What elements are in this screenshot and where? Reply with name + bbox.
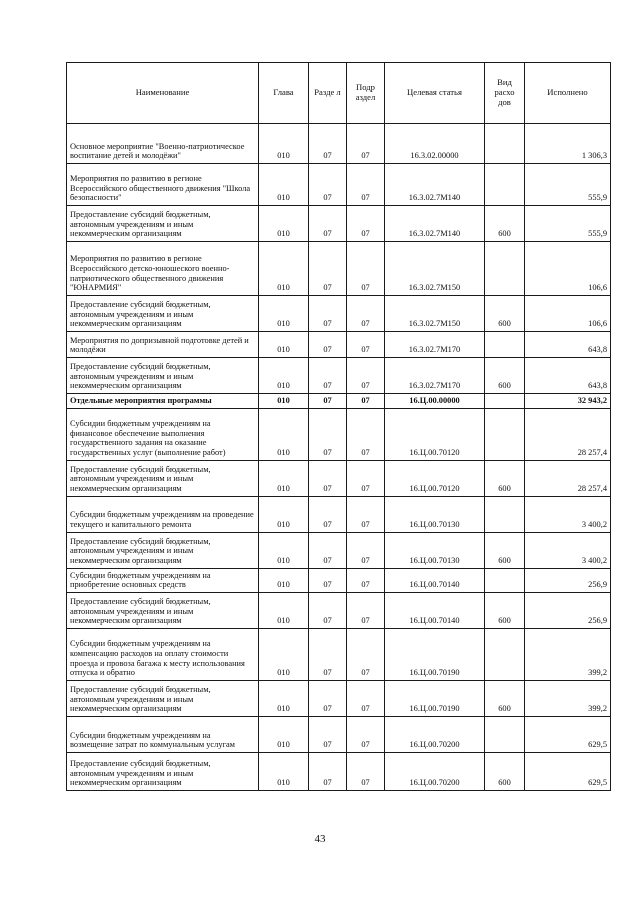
cell-amount: 3 400,2 bbox=[525, 496, 611, 532]
cell-statya: 16.Ц.00.70140 bbox=[385, 592, 485, 628]
cell-podrazdel: 07 bbox=[347, 296, 385, 332]
cell-podrazdel: 07 bbox=[347, 716, 385, 752]
cell-statya: 16.3.02.7М170 bbox=[385, 332, 485, 358]
cell-vid: 600 bbox=[485, 296, 525, 332]
cell-amount: 106,6 bbox=[525, 296, 611, 332]
cell-vid: 600 bbox=[485, 460, 525, 496]
cell-name: Предоставление субсидий бюджетным, автономным учреждениям и иным некоммерческим организациям bbox=[67, 680, 259, 716]
table-row bbox=[67, 206, 611, 242]
cell-statya: 16.Ц.00.70120 bbox=[385, 460, 485, 496]
cell-razdel: 07 bbox=[309, 164, 347, 206]
cell-razdel: 07 bbox=[309, 124, 347, 164]
cell-amount: 555,9 bbox=[525, 206, 611, 242]
header-name: Наименование bbox=[67, 63, 259, 124]
cell-glava: 010 bbox=[259, 332, 309, 358]
cell-name: Мероприятия по развитию в регионе Всероссийского детско-юношеского военно-патриотического общественного движения "ЮНАРМИЯ" bbox=[67, 242, 259, 296]
header-amount: Исполнено bbox=[525, 63, 611, 124]
table-row bbox=[67, 628, 611, 680]
cell-glava: 010 bbox=[259, 496, 309, 532]
cell-podrazdel: 07 bbox=[347, 680, 385, 716]
cell-glava: 010 bbox=[259, 592, 309, 628]
cell-name: Мероприятия по допризывной подготовке детей и молодёжи bbox=[67, 332, 259, 358]
cell-statya: 16.3.02.7М150 bbox=[385, 242, 485, 296]
cell-razdel: 07 bbox=[309, 532, 347, 568]
cell-statya: 16.Ц.00.70200 bbox=[385, 716, 485, 752]
cell-razdel: 07 bbox=[309, 296, 347, 332]
cell-amount: 106,6 bbox=[525, 242, 611, 296]
cell-statya: 16.Ц.00.70190 bbox=[385, 680, 485, 716]
cell-name: Мероприятия по развитию в регионе Всероссийского общественного движения "Школа безопасности" bbox=[67, 164, 259, 206]
cell-statya: 16.3.02.7М170 bbox=[385, 358, 485, 394]
cell-podrazdel: 07 bbox=[347, 394, 385, 409]
cell-vid bbox=[485, 242, 525, 296]
cell-vid: 600 bbox=[485, 206, 525, 242]
cell-statya: 16.3.02.7М140 bbox=[385, 206, 485, 242]
cell-glava: 010 bbox=[259, 460, 309, 496]
cell-name: Субсидии бюджетным учреждениям на возмещение затрат по коммунальным услугам bbox=[67, 716, 259, 752]
cell-podrazdel: 07 bbox=[347, 532, 385, 568]
cell-name: Субсидии бюджетным учреждениям на приобретение основных средств bbox=[67, 568, 259, 592]
cell-name: Субсидии бюджетным учреждениям на финансовое обеспечение выполнения государственного задания на оказание государственных услуг (выполнение работ) bbox=[67, 408, 259, 460]
cell-razdel: 07 bbox=[309, 628, 347, 680]
cell-name: Основное мероприятие "Военно-патриотическое воспитание детей и молодёжи" bbox=[67, 124, 259, 164]
cell-name: Предоставление субсидий бюджетным, автономным учреждениям и иным некоммерческим организациям bbox=[67, 460, 259, 496]
cell-amount: 256,9 bbox=[525, 568, 611, 592]
cell-vid bbox=[485, 568, 525, 592]
table-row bbox=[67, 716, 611, 752]
table-row bbox=[67, 460, 611, 496]
cell-razdel: 07 bbox=[309, 460, 347, 496]
cell-amount: 1 306,3 bbox=[525, 124, 611, 164]
cell-statya: 16.Ц.00.70130 bbox=[385, 496, 485, 532]
table-row bbox=[67, 532, 611, 568]
cell-amount: 32 943,2 bbox=[525, 394, 611, 409]
table-row bbox=[67, 332, 611, 358]
cell-podrazdel: 07 bbox=[347, 628, 385, 680]
cell-razdel: 07 bbox=[309, 332, 347, 358]
cell-glava: 010 bbox=[259, 568, 309, 592]
cell-vid: 600 bbox=[485, 680, 525, 716]
table-row bbox=[67, 752, 611, 790]
cell-glava: 010 bbox=[259, 296, 309, 332]
table-row bbox=[67, 242, 611, 296]
cell-vid: 600 bbox=[485, 532, 525, 568]
cell-vid: 600 bbox=[485, 592, 525, 628]
cell-glava: 010 bbox=[259, 628, 309, 680]
cell-podrazdel: 07 bbox=[347, 568, 385, 592]
cell-podrazdel: 07 bbox=[347, 164, 385, 206]
cell-name: Предоставление субсидий бюджетным, автономным учреждениям и иным некоммерческим организациям bbox=[67, 752, 259, 790]
table-row bbox=[67, 358, 611, 394]
cell-vid bbox=[485, 716, 525, 752]
cell-statya: 16.3.02.7М150 bbox=[385, 296, 485, 332]
cell-statya: 16.Ц.00.70190 bbox=[385, 628, 485, 680]
cell-name: Предоставление субсидий бюджетным, автономным учреждениям и иным некоммерческим организациям bbox=[67, 592, 259, 628]
cell-podrazdel: 07 bbox=[347, 206, 385, 242]
cell-vid bbox=[485, 394, 525, 409]
cell-razdel: 07 bbox=[309, 716, 347, 752]
cell-statya: 16.3.02.00000 bbox=[385, 124, 485, 164]
cell-amount: 629,5 bbox=[525, 752, 611, 790]
table-row bbox=[67, 394, 611, 409]
cell-razdel: 07 bbox=[309, 394, 347, 409]
cell-glava: 010 bbox=[259, 164, 309, 206]
cell-razdel: 07 bbox=[309, 358, 347, 394]
cell-name: Предоставление субсидий бюджетным, автономным учреждениям и иным некоммерческим организациям bbox=[67, 296, 259, 332]
cell-amount: 643,8 bbox=[525, 332, 611, 358]
cell-vid: 600 bbox=[485, 752, 525, 790]
cell-statya: 16.3.02.7М140 bbox=[385, 164, 485, 206]
cell-glava: 010 bbox=[259, 680, 309, 716]
cell-razdel: 07 bbox=[309, 680, 347, 716]
table-row bbox=[67, 296, 611, 332]
cell-amount: 28 257,4 bbox=[525, 460, 611, 496]
table-row bbox=[67, 408, 611, 460]
cell-vid bbox=[485, 496, 525, 532]
table-row bbox=[67, 124, 611, 164]
page-number: 43 bbox=[314, 833, 326, 845]
cell-statya: 16.Ц.00.70130 bbox=[385, 532, 485, 568]
cell-glava: 010 bbox=[259, 716, 309, 752]
header-podrazdel: Подр аздел bbox=[347, 63, 385, 124]
cell-podrazdel: 07 bbox=[347, 592, 385, 628]
cell-podrazdel: 07 bbox=[347, 752, 385, 790]
header-statya: Целевая статья bbox=[385, 63, 485, 124]
cell-name: Предоставление субсидий бюджетным, автономным учреждениям и иным некоммерческим организациям bbox=[67, 532, 259, 568]
cell-amount: 399,2 bbox=[525, 628, 611, 680]
cell-razdel: 07 bbox=[309, 242, 347, 296]
cell-podrazdel: 07 bbox=[347, 242, 385, 296]
cell-glava: 010 bbox=[259, 358, 309, 394]
table-body bbox=[67, 124, 611, 791]
cell-name: Отдельные мероприятия программы bbox=[67, 394, 259, 409]
cell-statya: 16.Ц.00.70120 bbox=[385, 408, 485, 460]
budget-table bbox=[66, 62, 611, 791]
cell-podrazdel: 07 bbox=[347, 460, 385, 496]
cell-glava: 010 bbox=[259, 242, 309, 296]
cell-podrazdel: 07 bbox=[347, 124, 385, 164]
header-glava: Глава bbox=[259, 63, 309, 124]
table-header bbox=[67, 63, 611, 124]
cell-glava: 010 bbox=[259, 408, 309, 460]
cell-statya: 16.Ц.00.70140 bbox=[385, 568, 485, 592]
cell-razdel: 07 bbox=[309, 752, 347, 790]
cell-glava: 010 bbox=[259, 206, 309, 242]
cell-vid bbox=[485, 628, 525, 680]
cell-podrazdel: 07 bbox=[347, 408, 385, 460]
cell-razdel: 07 bbox=[309, 592, 347, 628]
cell-amount: 629,5 bbox=[525, 716, 611, 752]
cell-razdel: 07 bbox=[309, 568, 347, 592]
cell-vid bbox=[485, 332, 525, 358]
table-row bbox=[67, 568, 611, 592]
cell-amount: 256,9 bbox=[525, 592, 611, 628]
cell-razdel: 07 bbox=[309, 206, 347, 242]
cell-vid bbox=[485, 408, 525, 460]
cell-amount: 555,9 bbox=[525, 164, 611, 206]
cell-name: Предоставление субсидий бюджетным, автономным учреждениям и иным некоммерческим организациям bbox=[67, 206, 259, 242]
table-row bbox=[67, 592, 611, 628]
cell-razdel: 07 bbox=[309, 408, 347, 460]
cell-podrazdel: 07 bbox=[347, 496, 385, 532]
cell-glava: 010 bbox=[259, 532, 309, 568]
cell-razdel: 07 bbox=[309, 496, 347, 532]
cell-amount: 643,8 bbox=[525, 358, 611, 394]
cell-glava: 010 bbox=[259, 752, 309, 790]
cell-amount: 3 400,2 bbox=[525, 532, 611, 568]
table-row bbox=[67, 680, 611, 716]
cell-name: Субсидии бюджетным учреждениям на проведение текущего и капитального ремонта bbox=[67, 496, 259, 532]
table-row bbox=[67, 164, 611, 206]
header-razdel: Разде л bbox=[309, 63, 347, 124]
cell-podrazdel: 07 bbox=[347, 332, 385, 358]
cell-podrazdel: 07 bbox=[347, 358, 385, 394]
cell-name: Субсидии бюджетным учреждениям на компенсацию расходов на оплату стоимости проезда и провоза багажа к месту использования отпуска и обратно bbox=[67, 628, 259, 680]
cell-glava: 010 bbox=[259, 394, 309, 409]
cell-glava: 010 bbox=[259, 124, 309, 164]
header-vid: Вид расхо дов bbox=[485, 63, 525, 124]
cell-statya: 16.Ц.00.00000 bbox=[385, 394, 485, 409]
cell-amount: 399,2 bbox=[525, 680, 611, 716]
cell-name: Предоставление субсидий бюджетным, автономным учреждениям и иным некоммерческим организациям bbox=[67, 358, 259, 394]
cell-statya: 16.Ц.00.70200 bbox=[385, 752, 485, 790]
cell-vid: 600 bbox=[485, 358, 525, 394]
table-row bbox=[67, 496, 611, 532]
cell-amount: 28 257,4 bbox=[525, 408, 611, 460]
cell-vid bbox=[485, 164, 525, 206]
cell-vid bbox=[485, 124, 525, 164]
